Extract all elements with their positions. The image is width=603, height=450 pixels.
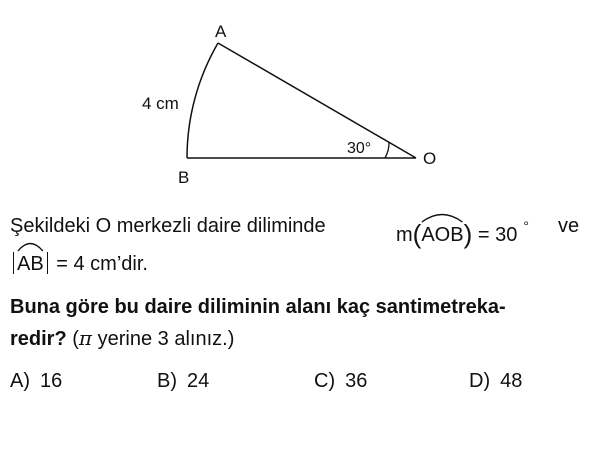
question-line2 (10, 323, 234, 355)
option-letter: B) (157, 370, 177, 392)
option-value: 48 (500, 370, 523, 392)
arc-ab: AB (17, 246, 44, 278)
question-line1: Buna göre bu daire diliminin alanı kaç santimetreka- (10, 296, 506, 318)
option-d[interactable] (469, 370, 522, 393)
pi-symbol: π (78, 326, 93, 350)
arc-length-value: = 4 cm’dir. (56, 253, 148, 275)
hint-open: ( (72, 328, 79, 350)
option-letter: D) (469, 370, 491, 392)
option-b[interactable] (157, 370, 209, 393)
option-letter: A) (10, 370, 30, 392)
angle-aob: AOB (421, 217, 463, 249)
question-line2-bold: redir? (10, 328, 67, 350)
statement-start: Şekildeki O merkezli daire diliminde (10, 215, 326, 237)
angle-arc (385, 142, 389, 158)
circle-sector-figure (0, 0, 603, 205)
conjunction-ve: ve (558, 215, 580, 237)
arc-icon (17, 240, 44, 252)
hat-icon (421, 211, 463, 223)
problem-statement-line2 (10, 246, 148, 278)
answer-options (10, 370, 595, 400)
option-value: 16 (40, 370, 63, 392)
option-value: 24 (187, 370, 210, 392)
angle-label: 30° (347, 140, 372, 157)
hint-rest: yerine 3 alınız.) (92, 328, 235, 350)
point-b-label: B (178, 168, 190, 187)
radius-oa (218, 43, 416, 158)
option-letter: C) (314, 370, 336, 392)
option-value: 36 (345, 370, 368, 392)
point-o-label: O (423, 149, 437, 168)
arc-length-label: 4 cm (142, 94, 179, 113)
angle-measure: m( AOB) = 30 ° (396, 212, 529, 249)
degree-symbol: ° (523, 218, 529, 234)
angle-value: = 30 (477, 224, 518, 246)
measure-symbol: m (396, 224, 413, 246)
option-c[interactable] (314, 370, 367, 393)
sector-arc (187, 43, 218, 158)
point-a-label: A (215, 22, 227, 41)
option-a[interactable] (10, 370, 62, 393)
